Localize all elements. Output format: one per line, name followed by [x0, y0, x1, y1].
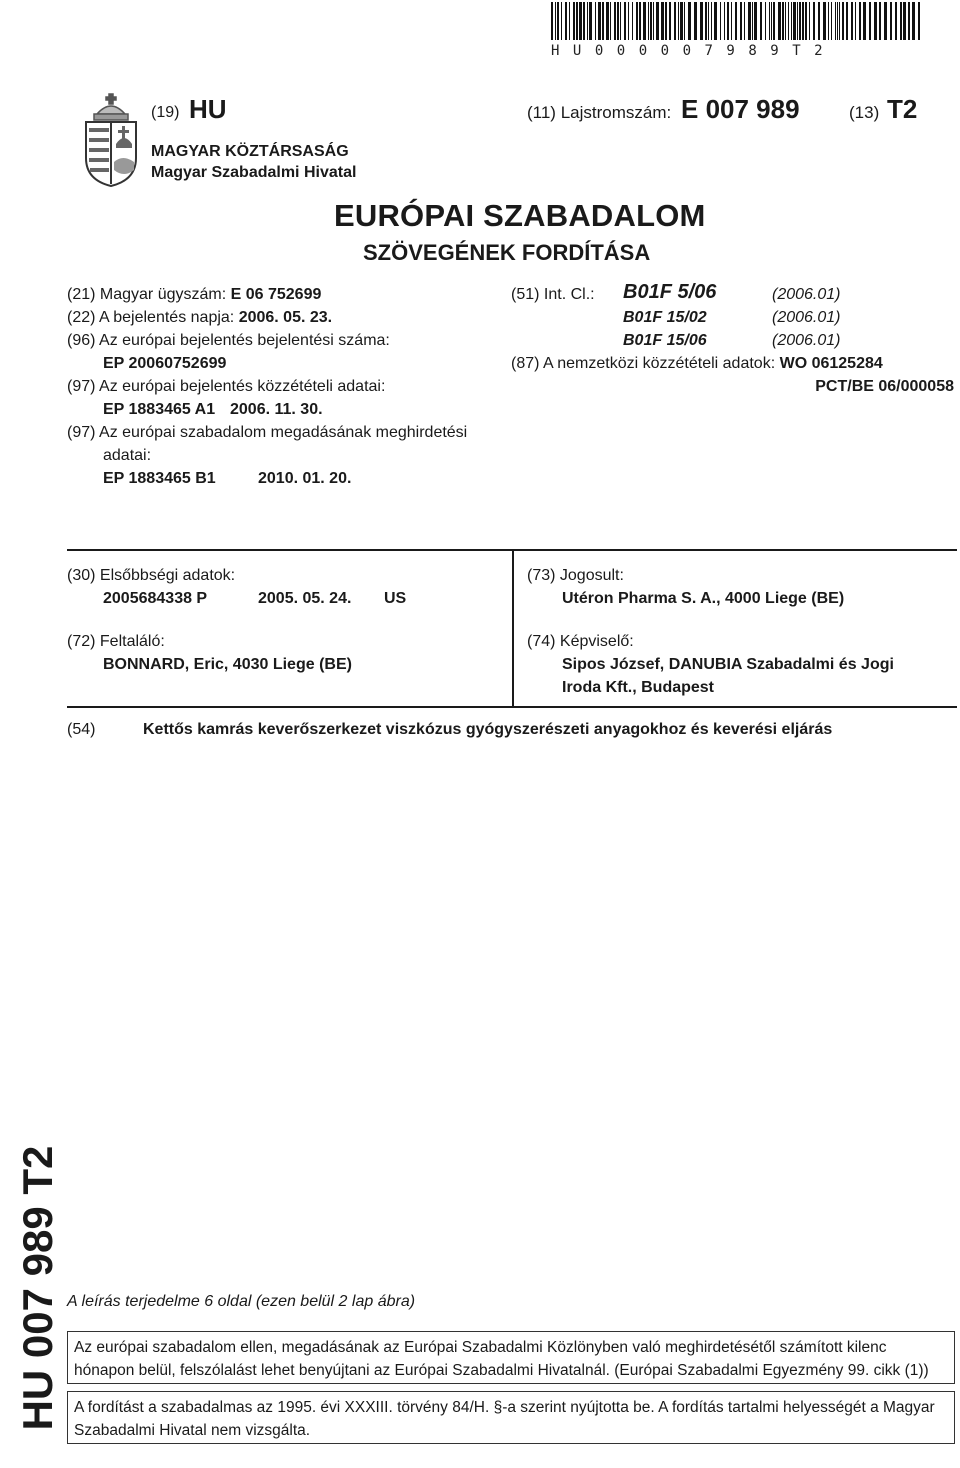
field-74-label: (74) Képviselő: — [527, 633, 634, 650]
field-97a-date: 2006. 11. 30. — [230, 401, 323, 418]
field-30-label: (30) Elsőbbségi adatok: — [67, 567, 236, 584]
republic-name: MAGYAR KÖZTÁRSASÁG — [151, 143, 349, 160]
field-51-label: (51) Int. Cl.: — [511, 286, 595, 303]
country-code: HU — [189, 94, 227, 124]
translation-notice: A fordítást a szabadalmas az 1995. évi XXXIII. törvény 84/H. §-a szerint nyújtotta be. A fordítás tartalmi helyességét a Magyar Szabadalmi Hivatal nem vizsgálta. — [67, 1391, 955, 1444]
field-96-label: (96) Az európai bejelentés bejelentési száma: — [67, 332, 390, 349]
field-87 — [511, 354, 883, 374]
divider-vertical — [512, 549, 514, 707]
divider-bottom — [67, 706, 957, 708]
barcode — [551, 2, 921, 40]
field-74-value-line1: Sipos József, DANUBIA Szabadalmi és Jogi — [562, 656, 894, 673]
field-87-label: (87) A nemzetközi közzétételi adatok: — [511, 355, 776, 372]
opposition-notice: Az európai szabadalom ellen, megadásának az Európai Szabadalmi Közlönyben való meghirdetésétől számított kilenc hónapon belül, felszólalást lehet benyújtani az Európai Szabadalmi Hivatalnál. (Európai Szabadalmi Egyezmény 99. cikk (1)) — [67, 1331, 955, 1384]
field-22-label: (22) A bejelentés napja: — [67, 309, 235, 326]
field-97b-label-line2: adatai: — [103, 447, 152, 464]
field-97a-label: (97) Az európai bejelentés közzétételi adatai: — [67, 378, 386, 395]
field-72-label: (72) Feltaláló: — [67, 633, 165, 650]
kind-code-label: (13) — [849, 103, 880, 122]
barcode-text: HU000007989T2 — [551, 43, 837, 59]
ipc-code-3: B01F 15/06 — [623, 332, 707, 349]
field-30-number: 2005684338 P — [103, 590, 208, 607]
field-73-label: (73) Jogosult: — [527, 567, 624, 584]
ipc-code-1: B01F 5/06 — [623, 281, 717, 303]
document-title: EURÓPAI SZABADALOM — [334, 198, 706, 233]
field-97b-value: EP 1883465 B1 — [103, 470, 216, 487]
coat-of-arms-icon — [80, 92, 142, 188]
ipc-version-3: (2006.01) — [772, 332, 841, 349]
inid-19-label: (19) — [151, 104, 180, 121]
field-87-value-2: PCT/BE 06/000058 — [815, 378, 954, 395]
ipc-code-2: B01F 15/02 — [623, 309, 707, 326]
field-54-label: (54) — [67, 721, 96, 738]
field-97b-date: 2010. 01. 20. — [258, 470, 352, 487]
office-name: Magyar Szabadalmi Hivatal — [151, 164, 357, 181]
field-21-label: (21) Magyar ügyszám: — [67, 286, 227, 303]
invention-title: Kettős kamrás keverőszerkezet viszkózus gyógyszerészeti anyagokhoz és keverési eljárás — [143, 721, 833, 738]
registration-label: (11) Lajstromszám: — [527, 103, 672, 122]
field-22-value: 2006. 05. 23. — [238, 309, 333, 326]
field-30-country: US — [384, 590, 407, 607]
kind-code: T2 — [887, 94, 918, 124]
field-87-value: WO 06125284 — [779, 355, 883, 372]
field-72-value: BONNARD, Eric, 4030 Liege (BE) — [103, 656, 352, 673]
field-30-date: 2005. 05. 24. — [258, 590, 352, 607]
field-73-value: Utéron Pharma S. A., 4000 Liege (BE) — [562, 590, 845, 607]
field-22 — [67, 308, 332, 328]
field-97b-label-line1: (97) Az európai szabadalom megadásának meghirdetési — [67, 424, 468, 441]
page-count-note: A leírás terjedelme 6 oldal (ezen belül 2 lap ábra) — [67, 1293, 416, 1310]
registration-number: E 007 989 — [681, 94, 800, 124]
ipc-version-1: (2006.01) — [772, 286, 841, 303]
side-publication-number: HU 007 989 T2 — [14, 1145, 61, 1431]
field-97a-value: EP 1883465 A1 — [103, 401, 216, 418]
document-subtitle: SZÖVEGÉNEK FORDÍTÁSA — [363, 240, 651, 265]
field-21-value: E 06 752699 — [230, 286, 322, 303]
field-74-value-line2: Iroda Kft., Budapest — [562, 679, 715, 696]
field-21 — [67, 285, 321, 305]
field-96-value: EP 20060752699 — [103, 355, 227, 372]
ipc-version-2: (2006.01) — [772, 309, 841, 326]
